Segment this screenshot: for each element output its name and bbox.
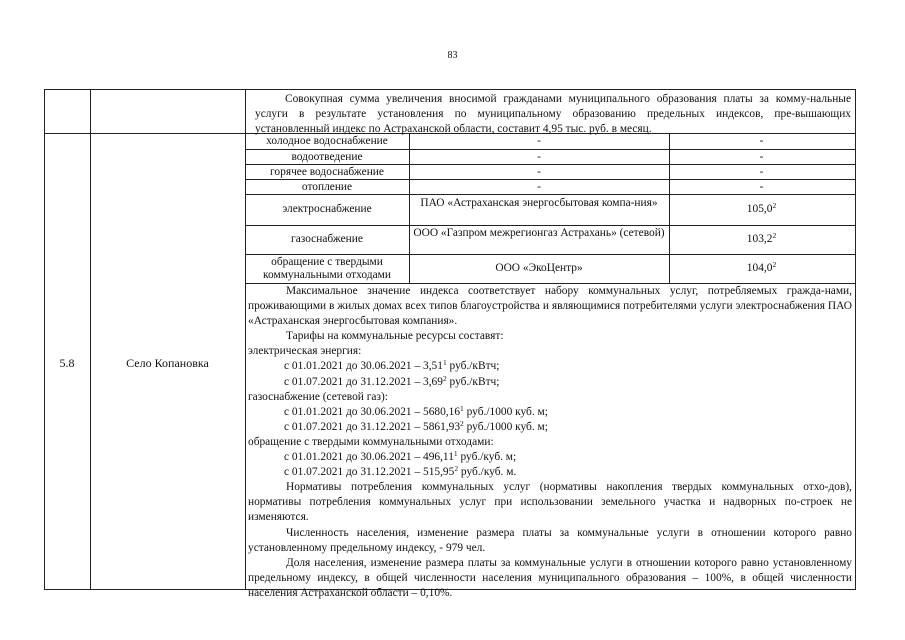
service-hot-water: горячее водоснабжение (270, 166, 384, 178)
tariffs-heading: Тарифы на коммунальные ресурсы составят: (286, 330, 504, 343)
max-index-paragraph: Максимальное значение индекса соответствует набору коммунальных услуг, потребляемых гражда-нами, проживающими в жилых домах всех типов благоустройства и являющимися потребителями услуги электроснабжения ПАО «Астраханская энергосбытовая компания». (248, 285, 852, 328)
waste-tariff-2: с 01.07.2021 до 31.12.2021 – 515,95$^2$ руб./куб. м. (284, 464, 517, 479)
norms-paragraph: Нормативы потребления коммунальных услуг (нормативы накопления твердых коммунальных отхо-дов), нормативы потребления коммунальных услуг при использовании земельного участка и надворных по-строек не изменяются. (248, 481, 852, 524)
index-hot-water: - (759, 166, 764, 178)
service-gas: газоснабжение (291, 233, 363, 245)
settlement-name: Село Копановка (126, 356, 209, 370)
service-cold-water: холодное водоснабжение (266, 135, 388, 147)
index-heating: - (759, 181, 764, 193)
gas-tariff-1: с 01.01.2021 до 30.06.2021 – 5680,16$^1$ руб./1000 куб. м; (284, 403, 548, 418)
index-solid-waste: 104,0$^2$ (746, 260, 777, 274)
service-solid-waste: обращение с твердыми коммунальными отходами (263, 256, 391, 281)
provider-sewerage: - (537, 151, 541, 163)
provider-gas: ООО «Газпром межрегионгаз Астрахань» (сетевой) (413, 227, 665, 239)
population-paragraph: Численность населения, изменение размера платы за коммунальные услуги в отношении которого равно установленному предельному индексу, - 979 чел. (248, 526, 852, 554)
service-heating: отопление (301, 181, 353, 193)
service-electricity: электроснабжение (282, 203, 372, 215)
provider-hot-water: - (537, 166, 541, 178)
electricity-tariff-2: с 01.07.2021 до 31.12.2021 – 3,69$^2$ руб./кВтч; (284, 373, 500, 388)
explanatory-text (248, 284, 852, 601)
index-electricity: 105,0$^2$ (746, 201, 777, 215)
waste-label: обращение с твердыми коммунальными отходами: (248, 435, 494, 448)
provider-cold-water: - (537, 135, 541, 147)
row-number: 5.8 (59, 356, 75, 370)
electricity-label: электрическая энергия: (248, 345, 362, 358)
provider-electricity: ПАО «Астраханская энергосбытовая компа-ния» (420, 197, 658, 209)
gas-label: газоснабжение (сетевой газ): (248, 390, 388, 403)
gas-tariff-2: с 01.07.2021 до 31.12.2021 – 5861,93$^2$ руб./1000 куб. м; (284, 418, 548, 433)
waste-tariff-1: с 01.01.2021 до 30.06.2021 – 496,11$^1$ руб./куб. м; (284, 449, 517, 464)
provider-solid-waste: ООО «ЭкоЦентр» (495, 262, 583, 274)
page-number: 83 (447, 50, 458, 61)
provider-heating: - (537, 181, 541, 193)
summary-paragraph: Совокупная сумма увеличения вносимой гражданами муниципального образования платы за комму-нальные услуги в результате установления по муниципальному образованию предельных индексов, пре-вышающих установленный индекс по Астраханской области, составит 4,95 тыс. руб. в месяц. (255, 93, 851, 135)
index-gas: 103,2$^2$ (746, 231, 777, 245)
index-cold-water: - (759, 135, 764, 147)
electricity-tariff-1: с 01.01.2021 до 30.06.2021 – 3,51$^1$ руб./кВтч; (284, 358, 500, 373)
index-sewerage: - (759, 151, 764, 163)
population-share-paragraph: Доля населения, изменение размера платы за коммунальные услуги в отношении которого равно установленному предельному индексу, в общей численности населения муниципального образования – 100%, в общей численности населения Астраханской области – 0,10%. (248, 556, 852, 599)
service-sewerage: водоотведение (291, 151, 363, 163)
